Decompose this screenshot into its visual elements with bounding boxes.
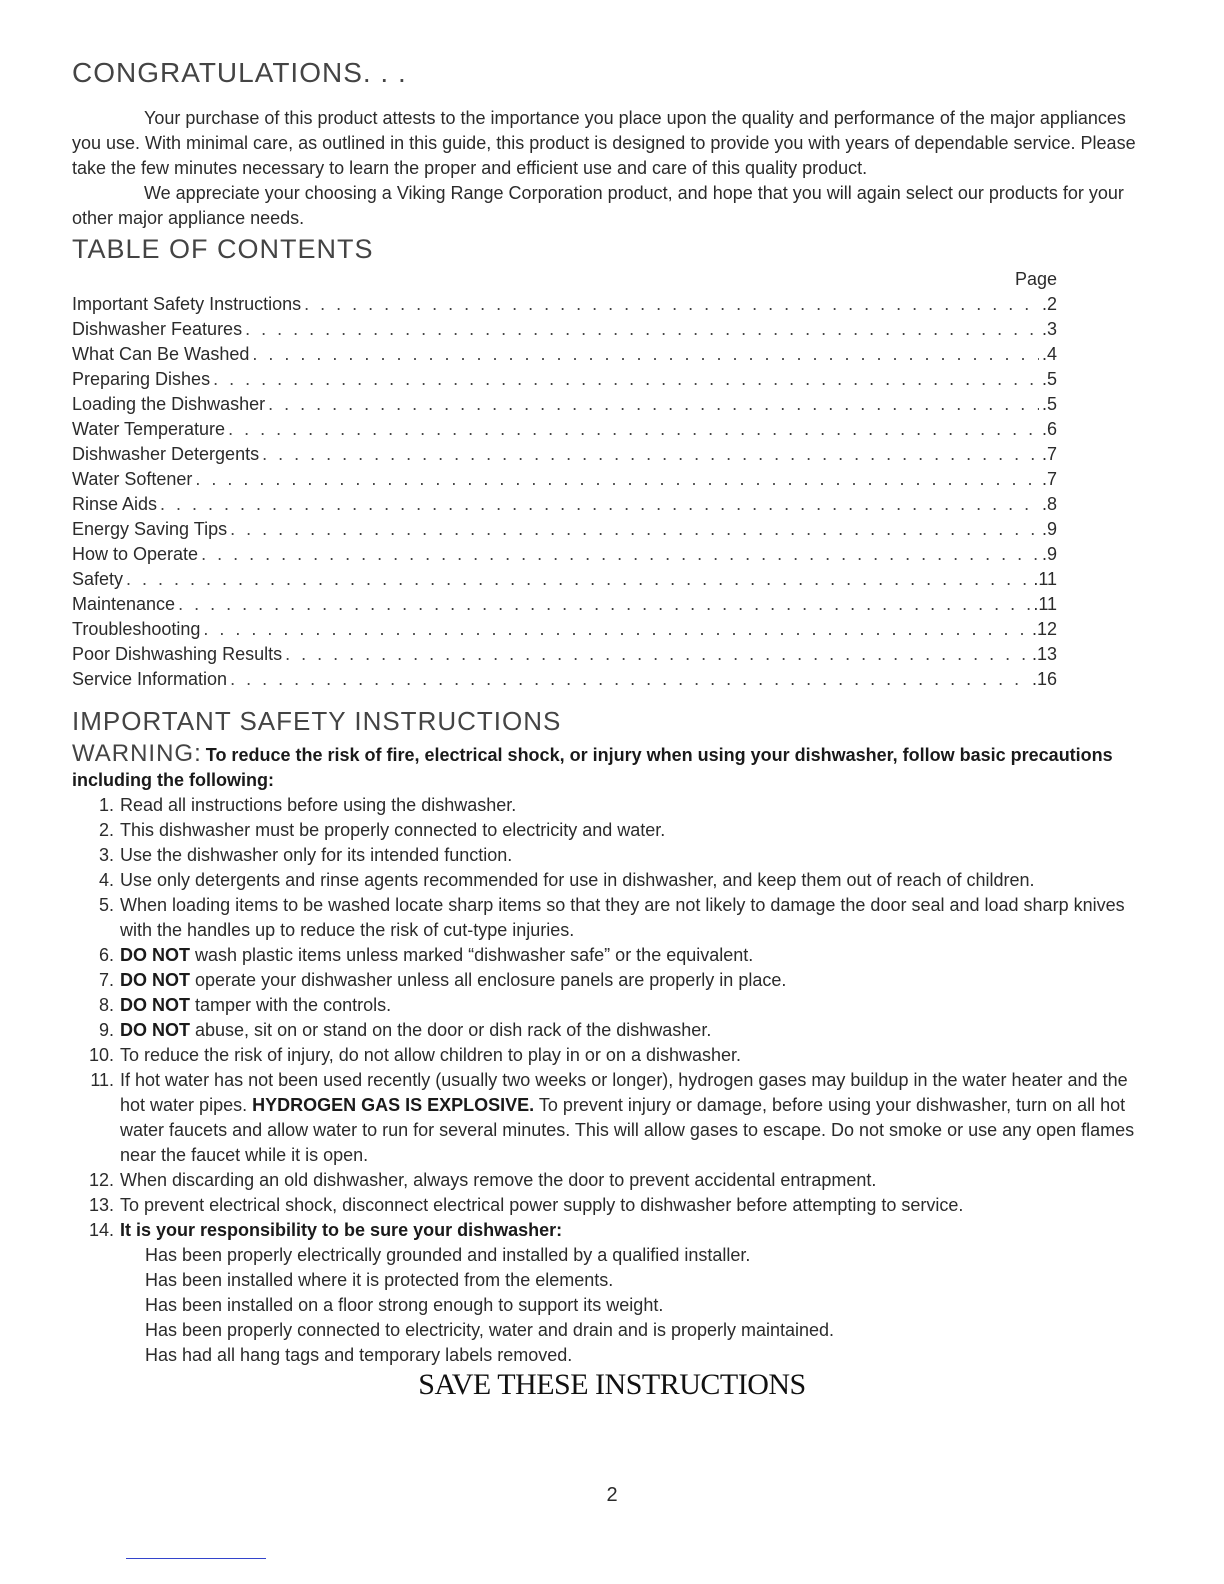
toc-entry-title: Water Temperature <box>72 418 226 439</box>
toc-entry <box>72 417 1057 442</box>
toc-leader-dots <box>195 467 1039 492</box>
toc-entry <box>72 367 1057 392</box>
toc-leader-dots <box>230 517 1039 542</box>
page-number: 2 <box>606 1484 618 1506</box>
safety-item <box>72 818 1152 843</box>
item-body: To reduce the risk of injury, do not allow children to play in or on a dishwasher. <box>120 1045 742 1066</box>
warning-statement <box>72 741 1152 793</box>
toc-entry-title: Rinse Aids <box>72 493 158 514</box>
item-number: 8. <box>98 995 114 1016</box>
toc-entry <box>72 442 1057 467</box>
toc-leader-dots <box>213 367 1039 392</box>
toc-entry-title: Important Safety Instructions <box>72 293 302 314</box>
item-number: 4. <box>98 870 114 891</box>
safety-item <box>72 943 1152 968</box>
toc-entry-page: .13 <box>1031 643 1057 664</box>
item-text: To prevent electrical shock, disconnect electrical power supply to dishwasher before attempting to service. <box>120 1195 964 1216</box>
responsibility-item: Has been properly electrically grounded and installed by a qualified installer. <box>145 1245 751 1266</box>
toc-leader-dots <box>262 442 1039 467</box>
safety-item <box>72 1043 1152 1068</box>
toc-entry-page: .8 <box>1041 493 1057 514</box>
responsibility-item: Has been properly connected to electricity, water and drain and is properly maintained. <box>145 1320 835 1341</box>
toc-entry-title: Safety <box>72 568 124 589</box>
toc-entry <box>72 567 1057 592</box>
toc-entry-title: Service Information <box>72 668 228 689</box>
item-number: 10. <box>88 1045 114 1066</box>
toc-entry-page: .12 <box>1031 618 1057 639</box>
toc-entry-page: .9 <box>1041 543 1057 564</box>
item-body: If hot water has not been used recently (usually two weeks or longer), hydrogen gases may buildup in the water heater and the hot water pipes. <box>120 1070 1128 1116</box>
toc-page-label: Page <box>1014 268 1057 289</box>
toc-entry <box>72 642 1057 667</box>
safety-item <box>72 793 1152 818</box>
item-body: This dishwasher must be properly connected to electricity and water. <box>120 820 666 841</box>
toc-leader-dots <box>178 592 1030 617</box>
item-text <box>119 893 1152 943</box>
safety-item <box>72 1018 1152 1043</box>
item-text <box>119 818 1152 843</box>
toc-entry-page: .5 <box>1041 368 1057 389</box>
responsibility-item: Has been installed on a floor strong enough to support its weight. <box>145 1295 664 1316</box>
item-bold: DO NOT <box>120 995 191 1016</box>
toc-entry-title: Dishwasher Features <box>72 318 243 339</box>
toc-entry-page: .7 <box>1041 468 1057 489</box>
item-body: abuse, sit on or stand on the door or dish rack of the dishwasher. <box>190 1020 712 1041</box>
toc-entry-page: .5 <box>1041 393 1057 414</box>
toc-entry <box>72 492 1057 517</box>
item-bold: DO NOT <box>120 945 191 966</box>
item-number: 1. <box>98 795 114 816</box>
intro-paragraph-1: Your purchase of this product attests to the importance you place upon the quality and performance of the major appliances you use. With minimal care, as outlined in this guide, this product is designed to provide you with years of dependable service. Please take the few minutes necessary to learn the proper and efficient use and care of this quality product. <box>72 107 1136 178</box>
toc-leader-dots <box>268 392 1039 417</box>
toc-entry <box>72 517 1057 542</box>
item-text: When discarding an old dishwasher, always remove the door to prevent accidental entrapment. <box>120 1170 877 1191</box>
item-number: 3. <box>98 845 114 866</box>
toc-heading: TABLE OF CONTENTS <box>72 233 374 264</box>
toc-entry-page: .3 <box>1041 318 1057 339</box>
toc-entry-page: .11 <box>1033 593 1057 614</box>
toc-entry-page: .4 <box>1041 343 1057 364</box>
toc-entry-page: .7 <box>1041 443 1057 464</box>
item-body: To prevent injury or damage, before using your dishwasher, turn on all hot water faucets and allow water to run for several minutes. This will allow gases to escape. Do not smoke or use any open flames near the faucet while it is open. <box>120 1095 1135 1166</box>
table-of-contents <box>72 267 1057 692</box>
item-body: operate your dishwasher unless all enclosure panels are properly in place. <box>190 970 787 991</box>
toc-entry-title: Poor Dishwashing Results <box>72 643 283 664</box>
safety-heading: IMPORTANT SAFETY INSTRUCTIONS <box>72 705 562 736</box>
item-bold: DO NOT <box>120 970 191 991</box>
safety-item <box>72 1168 1152 1193</box>
safety-item <box>72 868 1152 893</box>
toc-leader-dots <box>203 617 1029 642</box>
toc-entry <box>72 342 1057 367</box>
toc-leader-dots <box>252 342 1039 367</box>
item-number: 5. <box>98 895 114 916</box>
responsibility-item: Has been installed where it is protected from the elements. <box>145 1270 614 1291</box>
toc-entry-title: Energy Saving Tips <box>72 518 228 539</box>
congratulations-heading: CONGRATULATIONS. . . <box>72 57 407 88</box>
item-bold: DO NOT <box>120 1020 191 1041</box>
responsibility-item: Has had all hang tags and temporary labels removed. <box>145 1345 573 1366</box>
item-number: 14. <box>88 1220 114 1241</box>
toc-leader-dots <box>126 567 1030 592</box>
item-body: When loading items to be washed locate sharp items so that they are not likely to damage the door seal and load sharp knives with the handles up to reduce the risk of cut-type injuries. <box>120 895 1125 941</box>
toc-entry-title: Dishwasher Detergents <box>72 443 260 464</box>
toc-entry <box>72 467 1057 492</box>
item-text <box>119 843 1152 868</box>
toc-entry <box>72 592 1057 617</box>
item-number: 7. <box>98 970 114 991</box>
safety-item <box>72 1068 1152 1168</box>
safety-list <box>72 793 1152 1243</box>
item-text <box>119 943 1152 968</box>
toc-leader-dots <box>245 317 1039 342</box>
footer-rule <box>126 1558 266 1559</box>
item-text <box>119 993 1152 1018</box>
item-body: Use the dishwasher only for its intended function. <box>120 845 513 866</box>
item-number: 6. <box>98 945 114 966</box>
toc-entry-page: .9 <box>1041 518 1057 539</box>
toc-entry <box>72 317 1057 342</box>
toc-leader-dots <box>230 667 1029 692</box>
toc-entry-page: .11 <box>1033 568 1057 589</box>
save-instructions-banner: SAVE THESE INSTRUCTIONS <box>418 1368 806 1402</box>
intro-paragraph-2: We appreciate your choosing a Viking Range Corporation product, and hope that you will again select our products for your other major appliance needs. <box>72 182 1124 228</box>
item-body: Use only detergents and rinse agents recommended for use in dishwasher, and keep them out of reach of children. <box>120 870 1035 891</box>
item-body: wash plastic items unless marked “dishwasher safe” or the equivalent. <box>190 945 754 966</box>
item-number: 13. <box>88 1195 114 1216</box>
item-text <box>119 1068 1152 1168</box>
safety-item <box>72 968 1152 993</box>
toc-entry-page: .2 <box>1041 293 1057 314</box>
toc-leader-dots <box>304 292 1039 317</box>
warning-text: To reduce the risk of fire, electrical shock, or injury when using your dishwasher, follow basic precautions including the following: <box>72 745 1113 791</box>
safety-item <box>72 1193 1152 1218</box>
item-body: Read all instructions before using the dishwasher. <box>120 795 517 816</box>
toc-entry <box>72 292 1057 317</box>
toc-entry <box>72 667 1057 692</box>
item-number: 12. <box>88 1170 114 1191</box>
item-number: 9. <box>98 1020 114 1041</box>
warning-label: WARNING: <box>72 740 202 768</box>
item-bold: HYDROGEN GAS IS EXPLOSIVE. <box>252 1095 535 1116</box>
toc-entry-title: Troubleshooting <box>72 618 201 639</box>
toc-leader-dots <box>160 492 1039 517</box>
safety-item <box>72 993 1152 1018</box>
item-text <box>119 968 1152 993</box>
toc-entry-title: Maintenance <box>72 593 176 614</box>
safety-item <box>72 893 1152 943</box>
item-text <box>119 1018 1152 1043</box>
safety-item <box>72 1218 1152 1243</box>
toc-entry-title: Preparing Dishes <box>72 368 211 389</box>
item-text <box>119 793 1152 818</box>
toc-entry-title: Loading the Dishwasher <box>72 393 266 414</box>
item-body: tamper with the controls. <box>190 995 392 1016</box>
toc-entry-title: What Can Be Washed <box>72 343 250 364</box>
toc-leader-dots <box>201 542 1039 567</box>
item-text <box>119 1043 1152 1068</box>
toc-entry <box>72 542 1057 567</box>
toc-entry-title: How to Operate <box>72 543 199 564</box>
toc-entry-page: .6 <box>1041 418 1057 439</box>
item-number: 2. <box>98 820 114 841</box>
item-text <box>119 868 1152 893</box>
toc-entry-page: .16 <box>1031 668 1057 689</box>
safety-item <box>72 843 1152 868</box>
toc-entry <box>72 617 1057 642</box>
item-number: 11. <box>90 1070 114 1091</box>
responsibility-list <box>72 1243 1152 1368</box>
toc-entry-title: Water Softener <box>72 468 193 489</box>
item-text: It is your responsibility to be sure your dishwasher: <box>120 1220 563 1241</box>
toc-leader-dots <box>228 417 1039 442</box>
toc-entry <box>72 392 1057 417</box>
manual-page <box>72 56 1152 1402</box>
toc-leader-dots <box>285 642 1029 667</box>
